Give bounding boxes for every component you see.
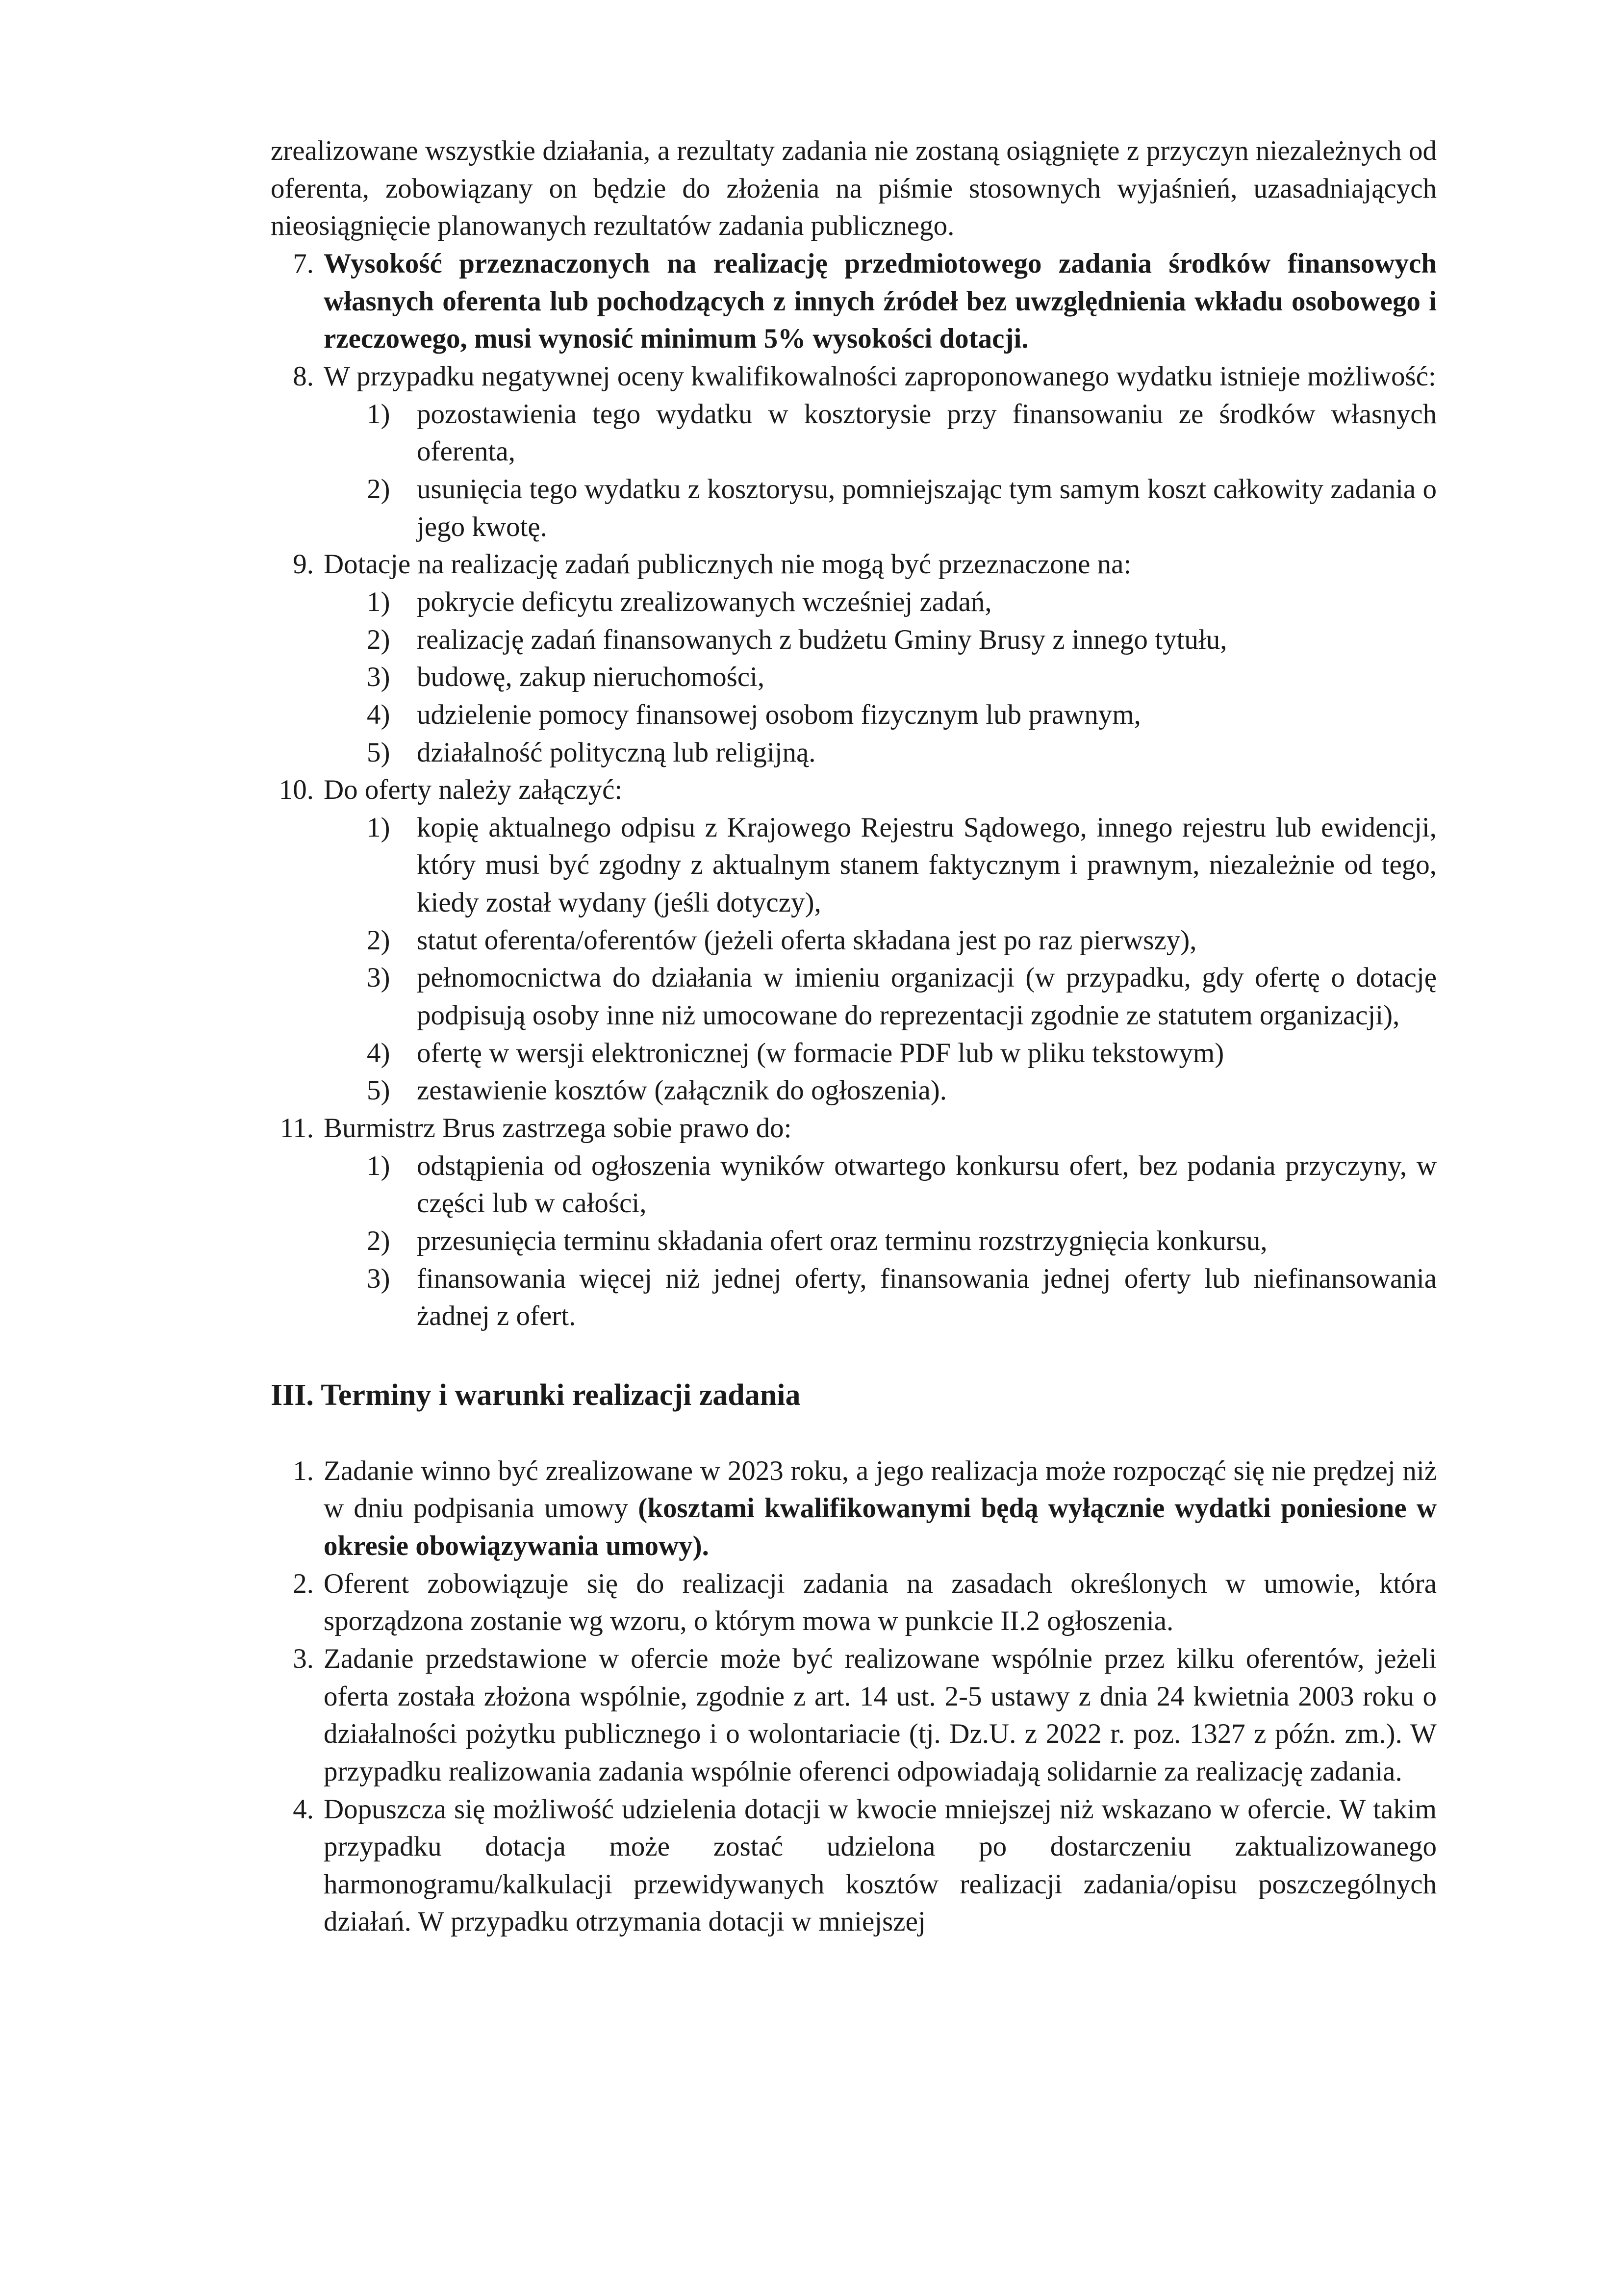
sublist-9-item-5 — [324, 734, 1437, 772]
sublist-9-item-1-text: pokrycie deficytu zrealizowanych wcześniej zadań, — [417, 586, 992, 617]
list-item-9-number: 9. — [293, 549, 314, 580]
sublist-11-item-1-number: 1) — [367, 1150, 390, 1181]
document-body — [271, 132, 1437, 1941]
section-iii-item-4-number: 4. — [293, 1793, 314, 1825]
lead-paragraph: zrealizowane wszystkie działania, a rezultaty zadania nie zostaną osiągnięte z przyczyn niezależnych od oferenta, zobowiązany on będzie do złożenia na piśmie stosownych wyjaśnień, uzasadniających nieosiągnięcie planowanych rezultatów zadania publicznego. — [271, 135, 1437, 242]
sublist-9-item-3-text: budowę, zakup nieruchomości, — [417, 662, 765, 693]
heading-spacer-bottom — [271, 1415, 1437, 1453]
sublist-10-item-2 — [324, 922, 1437, 960]
sublist-10-item-2-text: statut oferenta/oferentów (jeżeli oferta składana jest po raz pierwszy), — [417, 924, 1197, 956]
sublist-11-item-1 — [324, 1147, 1437, 1223]
sublist-8-item-2 — [324, 471, 1437, 546]
sublist-10-item-1-text: kopię aktualnego odpisu z Krajowego Rejestru Sądowego, innego rejestru lub ewidencji, który musi być zgodny z aktualnym stanem faktycznym i prawnym, niezależnie od tego, kiedy został wydany (jeśli dotyczy), — [417, 812, 1437, 918]
section-iii-item-3 — [271, 1640, 1437, 1791]
sublist-10-item-4 — [324, 1035, 1437, 1072]
section-iii-item-1-text-plain: Zadanie winno być zrealizowane w 2023 roku, a jego realizacja może rozpocząć się nie prędzej niż w dniu podpisania umowy — [324, 1455, 1437, 1524]
section-iii-item-2-number: 2. — [293, 1568, 314, 1599]
section-iii-item-3-number: 3. — [293, 1643, 314, 1674]
list-item-10-text: Do oferty należy załączyć: — [324, 774, 623, 806]
heading-spacer-top — [271, 1335, 1437, 1376]
sublist-10-item-3 — [324, 959, 1437, 1034]
sublist-9-item-4-number: 4) — [367, 699, 390, 730]
sublist-11-item-1-text: odstąpienia od ogłoszenia wyników otwartego konkursu ofert, bez podania przyczyny, w części lub w całości, — [417, 1150, 1437, 1219]
sublist-9-item-3 — [324, 659, 1437, 696]
sublist-9-item-5-text: działalność polityczną lub religijną. — [417, 737, 816, 768]
section-iii-item-2 — [271, 1565, 1437, 1640]
sublist-9-item-4 — [324, 696, 1437, 734]
list-item-10 — [271, 771, 1437, 1110]
sublist-8-item-2-number: 2) — [367, 473, 390, 505]
sublist-10-item-1-number: 1) — [367, 812, 390, 843]
section-iii-item-1 — [271, 1453, 1437, 1565]
sublist-9-item-5-number: 5) — [367, 737, 390, 768]
sublist-10-item-4-text: ofertę w wersji elektronicznej (w formacie PDF lub w pliku tekstowym) — [417, 1037, 1224, 1069]
sublist-11-item-3 — [324, 1260, 1437, 1335]
list-item-8-number: 8. — [293, 360, 314, 392]
sublist-8-item-1-text: pozostawienia tego wydatku w kosztorysie przy finansowaniu ze środków własnych oferenta, — [417, 398, 1437, 467]
sublist-11-item-3-number: 3) — [367, 1263, 390, 1294]
sublist-9 — [324, 584, 1437, 771]
sublist-8-item-1 — [324, 396, 1437, 471]
sublist-9-item-2-number: 2) — [367, 624, 390, 655]
list-item-8-text: W przypadku negatywnej oceny kwalifikowalności zaproponowanego wydatku istnieje możliwość: — [324, 360, 1436, 392]
section-iii-item-2-text: Oferent zobowiązuje się do realizacji zadania na zasadach określonych w umowie, która sporządzona zostanie wg wzoru, o którym mowa w punkcie II.2 ogłoszenia. — [324, 1568, 1437, 1637]
sublist-10-item-2-number: 2) — [367, 924, 390, 956]
sublist-10-item-3-text: pełnomocnictwa do działania w imieniu organizacji (w przypadku, gdy ofertę o dotację podpisują osoby inne niż umocowane do reprezentacji zgodnie ze statutem organizacji), — [417, 962, 1437, 1031]
list-item-10-number: 10. — [279, 774, 314, 806]
section-iii-item-1-text-bold: (kosztami kwalifikowanymi będą wyłącznie wydatki poniesione w okresie obowiązywania umowy). — [324, 1493, 1437, 1561]
list-item-9-text: Dotacje na realizację zadań publicznych nie mogą być przeznaczone na: — [324, 549, 1132, 580]
section-iii-item-3-text: Zadanie przedstawione w ofercie może być realizowane wspólnie przez kilku oferentów, jeżeli oferta została złożona wspólnie, zgodnie z art. 14 ust. 2-5 ustawy z dnia 24 kwietnia 2003 roku o działalności pożytku publicznego i o wolontariacie (tj. Dz.U. z 2022 r. poz. 1327 z późn. zm.). W przypadku realizowania zadania wspólnie oferenci odpowiadają solidarnie za realizację zadania. — [324, 1643, 1437, 1787]
list-item-7-text: Wysokość przeznaczonych na realizację przedmiotowego zadania środków finansowych własnych oferenta lub pochodzących z innych źródeł bez uwzględnienia wkładu osobowego i rzeczowego, musi wynosić minimum 5% wysokości dotacji. — [324, 248, 1437, 355]
sublist-10-item-5 — [324, 1072, 1437, 1110]
section-iii-item-1-number: 1. — [293, 1455, 314, 1486]
sublist-8-item-2-text: usunięcia tego wydatku z kosztorysu, pomniejszając tym samym koszt całkowity zadania o jego kwotę. — [417, 473, 1437, 542]
list-item-11-number: 11. — [279, 1113, 314, 1144]
main-numbered-list — [271, 245, 1437, 1335]
sublist-11-item-2-text: przesunięcia terminu składania ofert oraz terminu rozstrzygnięcia konkursu, — [417, 1225, 1268, 1257]
list-item-7 — [271, 245, 1437, 358]
sublist-9-item-2-text: realizację zadań finansowanych z budżetu Gminy Brusy z innego tytułu, — [417, 624, 1227, 655]
sublist-9-item-2 — [324, 621, 1437, 659]
list-item-8 — [271, 358, 1437, 546]
section-heading-iii: III. Terminy i warunki realizacji zadania — [271, 1378, 801, 1412]
sublist-11-item-3-text: finansowania więcej niż jednej oferty, finansowania jednej oferty lub niefinansowania żadnej z ofert. — [417, 1263, 1437, 1332]
sublist-10-item-4-number: 4) — [367, 1037, 390, 1069]
sublist-9-item-4-text: udzielenie pomocy finansowej osobom fizycznym lub prawnym, — [417, 699, 1141, 730]
section-iii-list — [271, 1453, 1437, 1941]
sublist-8-item-1-number: 1) — [367, 398, 390, 430]
sublist-9-item-1 — [324, 584, 1437, 621]
sublist-10-item-5-text: zestawienie kosztów (załącznik do ogłoszenia). — [417, 1075, 947, 1106]
section-iii-item-4-text: Dopuszcza się możliwość udzielenia dotacji w kwocie mniejszej niż wskazano w ofercie. W takim przypadku dotacja może zostać udzielona po dostarczeniu zaktualizowanego harmonogramu/kalkulacji przewidywanych kosztów realizacji zadania/opisu poszczególnych działań. W przypadku otrzymania dotacji w mniejszej — [324, 1793, 1437, 1937]
list-item-11 — [271, 1110, 1437, 1335]
sublist-9-item-3-number: 3) — [367, 662, 390, 693]
sublist-10-item-3-number: 3) — [367, 962, 390, 994]
sublist-10 — [324, 809, 1437, 1110]
list-item-11-text: Burmistrz Brus zastrzega sobie prawo do: — [324, 1113, 792, 1144]
sublist-11-item-2 — [324, 1223, 1437, 1260]
sublist-9-item-1-number: 1) — [367, 586, 390, 617]
list-item-9 — [271, 546, 1437, 771]
sublist-10-item-5-number: 5) — [367, 1075, 390, 1106]
sublist-8 — [324, 396, 1437, 546]
sublist-11 — [324, 1147, 1437, 1335]
list-item-7-number: 7. — [293, 248, 314, 279]
section-iii-item-4 — [271, 1791, 1437, 1941]
sublist-10-item-1 — [324, 809, 1437, 922]
sublist-11-item-2-number: 2) — [367, 1225, 390, 1257]
